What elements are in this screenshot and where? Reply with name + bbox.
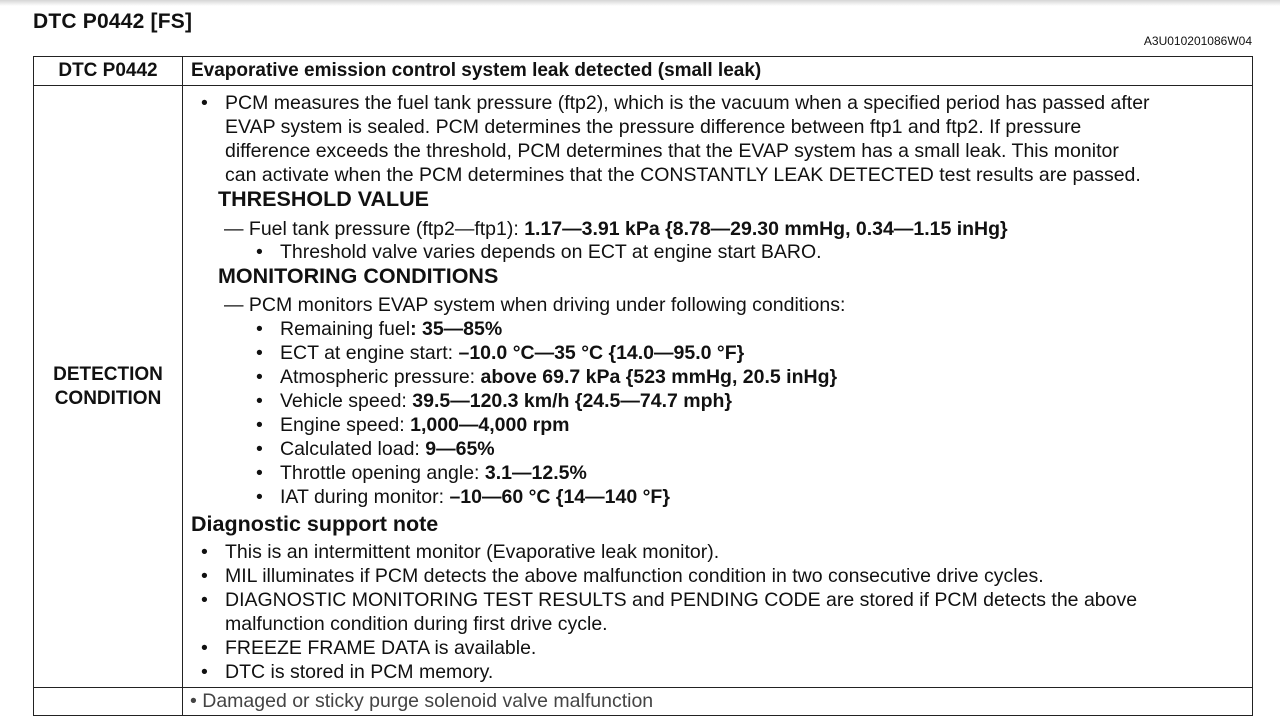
- label-line-2: CONDITION: [54, 388, 162, 409]
- condition-item: [280, 317, 502, 341]
- condition-label: Vehicle speed:: [280, 390, 413, 412]
- diagnostic-note: • DIAGNOSTIC MONITORING TEST RESULTS and PENDING CODE are stored if PCM detects the above: [225, 588, 1137, 612]
- condition-value: 1,000—4,000 rpm: [410, 414, 570, 436]
- diagnostic-note: • MIL illuminates if PCM detects the above malfunction condition in two consecutive drive cycles.: [225, 564, 1044, 588]
- bottom-row-divider: [34, 687, 1252, 688]
- diagnostic-note: • DTC is stored in PCM memory.: [225, 660, 493, 684]
- condition-label: Calculated load:: [280, 438, 426, 460]
- monitoring-heading: MONITORING CONDITIONS: [218, 264, 499, 288]
- condition-label: Remaining fuel: [280, 318, 411, 340]
- condition-label: Atmospheric pressure:: [280, 366, 481, 388]
- condition-value: –10—60 °C {14—140 °F}: [449, 486, 670, 508]
- intro-line: can activate when the PCM determines that the CONSTANTLY LEAK DETECTED test results are passed.: [225, 164, 1141, 186]
- condition-item: [280, 365, 837, 389]
- next-row-cutoff-text: • Damaged or sticky purge solenoid valve malfunction: [190, 690, 654, 712]
- dtc-table: [33, 56, 1253, 716]
- condition-value: –10.0 °C—35 °C {14.0—95.0 °F}: [458, 342, 745, 364]
- condition-item: [280, 437, 495, 461]
- threshold-item-label: — Fuel tank pressure (ftp2—ftp1):: [224, 218, 525, 240]
- intro-line: difference exceeds the threshold, PCM determines that the EVAP system has a small leak. This monitor: [225, 140, 1119, 162]
- page-title: DTC P0442 [FS]: [33, 10, 193, 33]
- diagnostic-note: • This is an intermittent monitor (Evaporative leak monitor).: [225, 540, 719, 564]
- header-row-divider: [34, 85, 1252, 86]
- condition-value: 3.1—12.5%: [484, 462, 587, 484]
- condition-item: [280, 485, 670, 509]
- condition-label: Throttle opening angle:: [280, 462, 485, 484]
- document-code: A3U010201086W04: [1143, 34, 1252, 48]
- condition-item: [280, 341, 744, 365]
- column-divider: [182, 57, 183, 715]
- detection-condition-label: [34, 363, 182, 411]
- page-top-edge: [0, 0, 1280, 6]
- threshold-heading: THRESHOLD VALUE: [218, 187, 430, 211]
- diagnostic-heading: Diagnostic support note: [191, 512, 439, 536]
- condition-value: above 69.7 kPa {523 mmHg, 20.5 inHg}: [480, 366, 838, 388]
- condition-label: IAT during monitor:: [280, 486, 450, 508]
- condition-value: 39.5—120.3 km/h {24.5—74.7 mph}: [412, 390, 733, 412]
- header-dtc-description: Evaporative emission control system leak detected (small leak): [191, 60, 762, 81]
- condition-value: 9—65%: [425, 438, 495, 460]
- condition-label: ECT at engine start:: [280, 342, 459, 364]
- monitoring-intro: — PCM monitors EVAP system when driving under following conditions:: [224, 294, 846, 316]
- condition-label: Engine speed:: [280, 414, 411, 436]
- condition-value: : 35—85%: [410, 318, 503, 340]
- threshold-item: [224, 217, 1008, 241]
- condition-item: [280, 389, 732, 413]
- diagnostic-note-continued: malfunction condition during first drive cycle.: [225, 613, 608, 635]
- diagnostic-note: • FREEZE FRAME DATA is available.: [225, 636, 536, 660]
- condition-item: [280, 461, 587, 485]
- label-line-1: DETECTION: [53, 364, 163, 385]
- intro-line: EVAP system is sealed. PCM determines the pressure difference between ftp1 and ftp2. If pressure: [225, 116, 1082, 138]
- header-dtc-code: DTC P0442: [58, 60, 158, 81]
- threshold-item-value: 1.17—3.91 kPa {8.78—29.30 mmHg, 0.34—1.15 inHg}: [524, 218, 1008, 240]
- condition-item: [280, 413, 569, 437]
- intro-line: • PCM measures the fuel tank pressure (ftp2), which is the vacuum when a specified period has passed after: [225, 91, 1150, 115]
- threshold-sub-bullet: • Threshold valve varies depends on ECT at engine start BARO.: [280, 240, 822, 264]
